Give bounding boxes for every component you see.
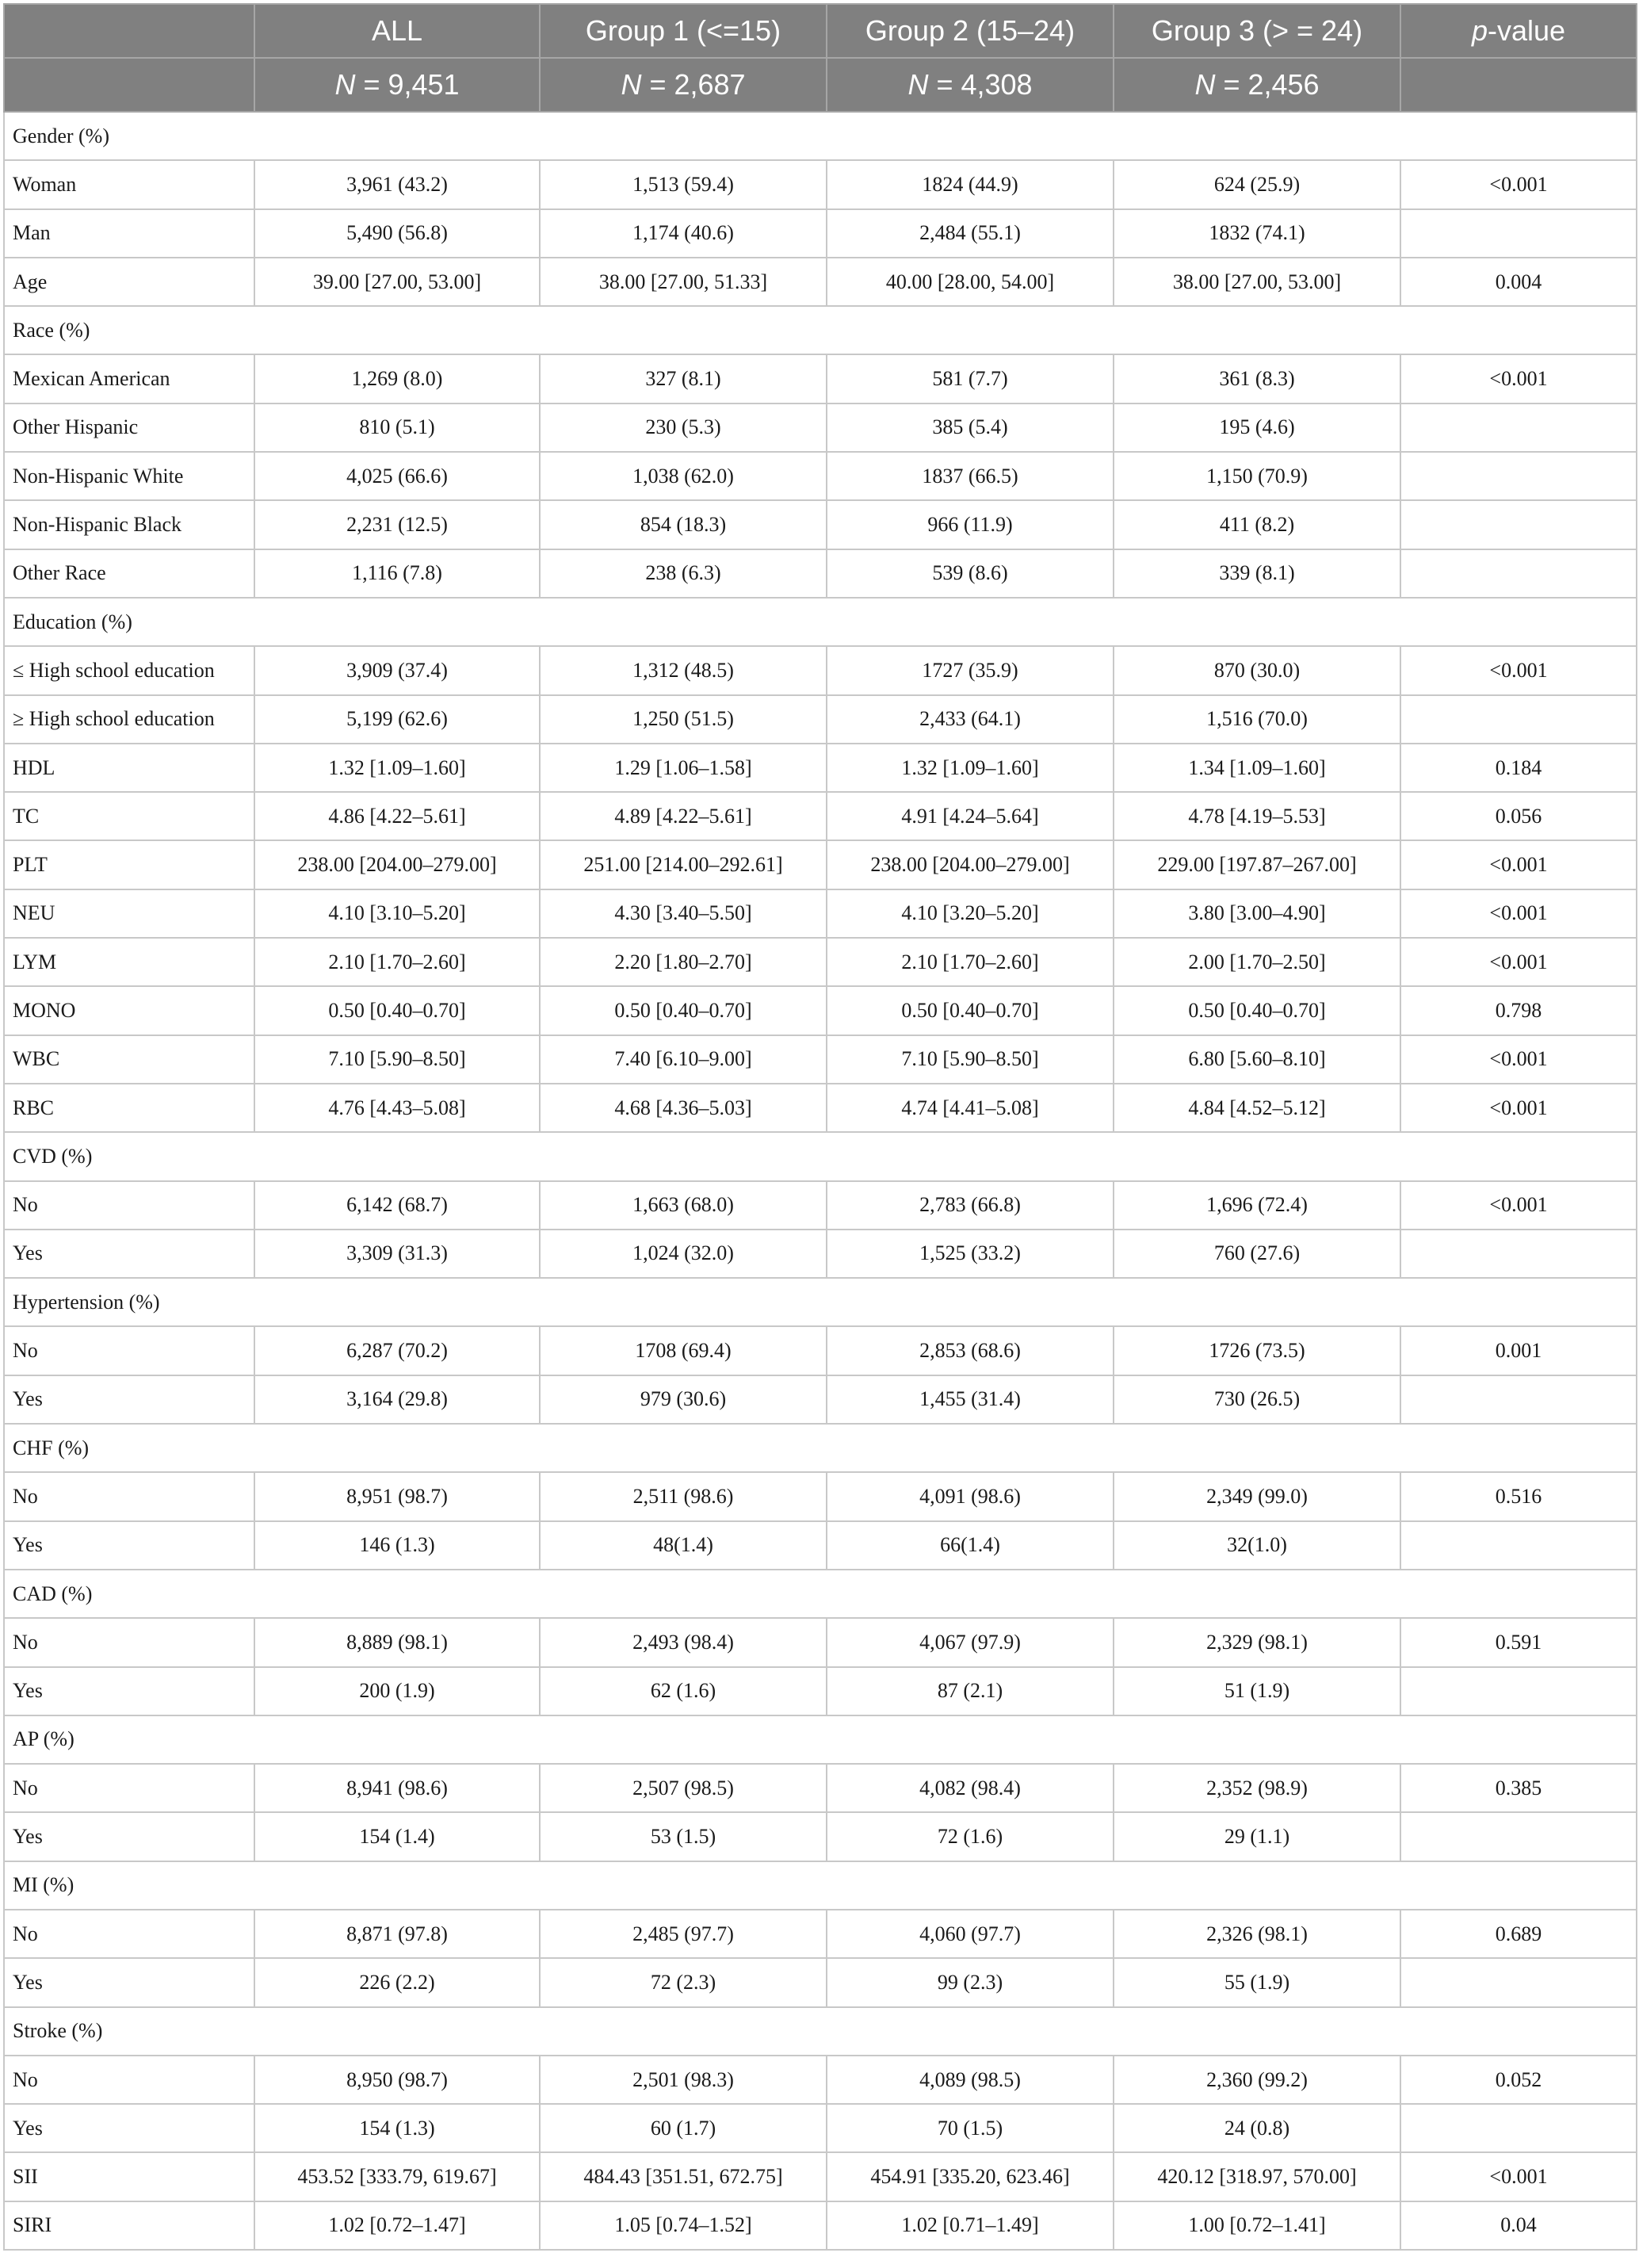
table-row [4,938,1637,986]
row-label: Yes [4,1667,254,1715]
cell-group-3: 1,696 (72.4) [1114,1181,1400,1230]
section-label: MI (%) [4,1861,1637,1910]
cell-p-value: <0.001 [1400,840,1637,889]
cell-all: 8,871 (97.8) [254,1910,540,1958]
cell-all: 200 (1.9) [254,1667,540,1715]
row-label: No [4,1326,254,1375]
cell-group-2: 4,082 (98.4) [827,1764,1114,1812]
cell-group-3: 0.50 [0.40–0.70] [1114,986,1400,1035]
cell-group-2: 1837 (66.5) [827,452,1114,500]
cell-p-value: 0.004 [1400,258,1637,306]
header-group-2: Group 2 (15–24) [827,4,1114,58]
cell-group-1: 72 (2.3) [540,1958,827,2006]
section-row [4,1132,1637,1180]
cell-group-1: 1,663 (68.0) [540,1181,827,1230]
row-label: Mexican American [4,354,254,403]
cell-p-value: 0.052 [1400,2056,1637,2104]
cell-all: 810 (5.1) [254,403,540,452]
header-n-group-1: N = 2,687 [540,58,827,112]
cell-group-1: 4.30 [3.40–5.50] [540,889,827,938]
table-row [4,744,1637,792]
cell-group-3: 624 (25.9) [1114,160,1400,208]
row-label: MONO [4,986,254,1035]
table-row [4,209,1637,258]
section-label: Gender (%) [4,112,1637,160]
table-row [4,2201,1637,2250]
cell-group-1: 4.89 [4.22–5.61] [540,792,827,840]
table-row [4,695,1637,744]
n-symbol: N [907,68,929,101]
cell-all: 7.10 [5.90–8.50] [254,1035,540,1084]
header-n-group-3: N = 2,456 [1114,58,1400,112]
cell-all: 3,909 (37.4) [254,646,540,694]
cell-group-2: 2.10 [1.70–2.60] [827,938,1114,986]
section-row [4,598,1637,646]
cell-p-value: 0.591 [1400,1618,1637,1666]
section-row [4,1570,1637,1618]
table-row [4,2104,1637,2152]
header-group-3: Group 3 (> = 24) [1114,4,1400,58]
cell-group-2: 385 (5.4) [827,403,1114,452]
row-label: PLT [4,840,254,889]
cell-p-value: <0.001 [1400,938,1637,986]
cell-group-1: 1.05 [0.74–1.52] [540,2201,827,2250]
table-row [4,1472,1637,1520]
cell-all: 1.32 [1.09–1.60] [254,744,540,792]
cell-group-2: 238.00 [204.00–279.00] [827,840,1114,889]
cell-group-2: 66(1.4) [827,1521,1114,1570]
cell-p-value [1400,452,1637,500]
row-label: NEU [4,889,254,938]
cell-group-3: 339 (8.1) [1114,549,1400,598]
cell-group-1: 4.68 [4.36–5.03] [540,1084,827,1132]
cell-group-1: 1,174 (40.6) [540,209,827,258]
cell-group-3: 1,150 (70.9) [1114,452,1400,500]
cell-group-2: 99 (2.3) [827,1958,1114,2006]
cell-all: 2,231 (12.5) [254,500,540,549]
cell-p-value [1400,1667,1637,1715]
cell-p-value: 0.184 [1400,744,1637,792]
cell-group-2: 2,484 (55.1) [827,209,1114,258]
header-p-value-text [1472,14,1565,47]
cell-all: 0.50 [0.40–0.70] [254,986,540,1035]
header-n-row [4,58,1637,112]
cell-p-value [1400,500,1637,549]
row-label: Yes [4,1230,254,1278]
section-label: Race (%) [4,306,1637,354]
section-label: Stroke (%) [4,2007,1637,2056]
cell-group-2: 7.10 [5.90–8.50] [827,1035,1114,1084]
row-label: No [4,1910,254,1958]
n-symbol: N [621,68,642,101]
table-row [4,452,1637,500]
cell-group-3: 420.12 [318.97, 570.00] [1114,2152,1400,2201]
row-label: SIRI [4,2201,254,2250]
section-row [4,1278,1637,1326]
cell-p-value [1400,2104,1637,2152]
cell-group-3: 4.84 [4.52–5.12] [1114,1084,1400,1132]
cell-group-2: 1.32 [1.09–1.60] [827,744,1114,792]
cell-group-1: 1,312 (48.5) [540,646,827,694]
row-label: Yes [4,1812,254,1861]
cell-group-2: 539 (8.6) [827,549,1114,598]
cell-group-1: 1708 (69.4) [540,1326,827,1375]
table-row [4,1910,1637,1958]
section-label: CAD (%) [4,1570,1637,1618]
cell-p-value [1400,1812,1637,1861]
cell-group-3: 195 (4.6) [1114,403,1400,452]
cell-group-2: 40.00 [28.00, 54.00] [827,258,1114,306]
cell-all: 3,309 (31.3) [254,1230,540,1278]
table-container [3,3,1636,2251]
cell-group-2: 2,853 (68.6) [827,1326,1114,1375]
table-row [4,1764,1637,1812]
table-row [4,1812,1637,1861]
n-symbol: N [1194,68,1216,101]
section-row [4,2007,1637,2056]
cell-all: 5,199 (62.6) [254,695,540,744]
section-row [4,1424,1637,1472]
cell-group-1: 7.40 [6.10–9.00] [540,1035,827,1084]
cell-group-1: 854 (18.3) [540,500,827,549]
cell-group-1: 238 (6.3) [540,549,827,598]
cell-group-2: 70 (1.5) [827,2104,1114,2152]
cell-group-1: 2,493 (98.4) [540,1618,827,1666]
cell-group-3: 29 (1.1) [1114,1812,1400,1861]
cell-all: 154 (1.3) [254,2104,540,2152]
cell-group-3: 1,516 (70.0) [1114,695,1400,744]
cell-all: 1.02 [0.72–1.47] [254,2201,540,2250]
table-row [4,549,1637,598]
row-label: Yes [4,1521,254,1570]
row-label: No [4,2056,254,2104]
cell-p-value [1400,695,1637,744]
section-label: AP (%) [4,1715,1637,1764]
cell-group-3: 32(1.0) [1114,1521,1400,1570]
cell-group-3: 2,326 (98.1) [1114,1910,1400,1958]
cell-p-value [1400,1958,1637,2006]
row-label: Other Hispanic [4,403,254,452]
cell-group-2: 1727 (35.9) [827,646,1114,694]
cell-group-3: 6.80 [5.60–8.10] [1114,1035,1400,1084]
row-label: Non-Hispanic White [4,452,254,500]
cell-p-value: 0.04 [1400,2201,1637,2250]
baseline-characteristics-table [3,3,1637,2251]
cell-group-2: 966 (11.9) [827,500,1114,549]
cell-p-value [1400,1375,1637,1424]
row-label: SII [4,2152,254,2201]
cell-p-value: <0.001 [1400,646,1637,694]
cell-group-1: 60 (1.7) [540,2104,827,2152]
cell-group-3: 229.00 [197.87–267.00] [1114,840,1400,889]
table-row [4,1618,1637,1666]
table-row [4,160,1637,208]
table-row [4,792,1637,840]
cell-group-2: 87 (2.1) [827,1667,1114,1715]
table-row [4,1375,1637,1424]
cell-all: 5,490 (56.8) [254,209,540,258]
header-n-p-blank [1400,58,1637,112]
section-row [4,1715,1637,1764]
row-label: Other Race [4,549,254,598]
cell-group-2: 454.91 [335.20, 623.46] [827,2152,1114,2201]
cell-all: 4.10 [3.10–5.20] [254,889,540,938]
cell-group-2: 2,433 (64.1) [827,695,1114,744]
cell-group-2: 4,091 (98.6) [827,1472,1114,1520]
cell-p-value [1400,1521,1637,1570]
cell-p-value [1400,1230,1637,1278]
cell-group-1: 62 (1.6) [540,1667,827,1715]
cell-group-3: 1.00 [0.72–1.41] [1114,2201,1400,2250]
cell-group-2: 2,783 (66.8) [827,1181,1114,1230]
section-label: Education (%) [4,598,1637,646]
cell-group-3: 361 (8.3) [1114,354,1400,403]
section-row [4,112,1637,160]
row-label: Yes [4,1958,254,2006]
table-row [4,403,1637,452]
cell-all: 39.00 [27.00, 53.00] [254,258,540,306]
cell-group-3: 4.78 [4.19–5.53] [1114,792,1400,840]
header-blank [4,4,254,58]
cell-p-value: 0.385 [1400,1764,1637,1812]
cell-all: 3,961 (43.2) [254,160,540,208]
cell-group-2: 4,067 (97.9) [827,1618,1114,1666]
table-row [4,646,1637,694]
table-row [4,986,1637,1035]
cell-group-3: 2.00 [1.70–2.50] [1114,938,1400,986]
cell-all: 453.52 [333.79, 619.67] [254,2152,540,2201]
header-n-blank [4,58,254,112]
cell-group-2: 4.10 [3.20–5.20] [827,889,1114,938]
cell-all: 8,951 (98.7) [254,1472,540,1520]
header-n-group-2: N = 4,308 [827,58,1114,112]
cell-group-1: 2.20 [1.80–2.70] [540,938,827,986]
cell-group-2: 4.74 [4.41–5.08] [827,1084,1114,1132]
cell-all: 8,889 (98.1) [254,1618,540,1666]
cell-group-1: 1,024 (32.0) [540,1230,827,1278]
row-label: HDL [4,744,254,792]
table-row [4,840,1637,889]
cell-group-1: 484.43 [351.51, 672.75] [540,2152,827,2201]
cell-all: 226 (2.2) [254,1958,540,2006]
cell-group-2: 72 (1.6) [827,1812,1114,1861]
cell-p-value: 0.001 [1400,1326,1637,1375]
cell-all: 4,025 (66.6) [254,452,540,500]
cell-p-value: <0.001 [1400,354,1637,403]
header-row [4,4,1637,58]
row-label: No [4,1472,254,1520]
cell-all: 4.86 [4.22–5.61] [254,792,540,840]
cell-p-value: <0.001 [1400,1181,1637,1230]
cell-all: 4.76 [4.43–5.08] [254,1084,540,1132]
table-row [4,1035,1637,1084]
cell-group-3: 1.34 [1.09–1.60] [1114,744,1400,792]
cell-group-1: 2,501 (98.3) [540,2056,827,2104]
cell-group-1: 38.00 [27.00, 51.33] [540,258,827,306]
cell-all: 154 (1.4) [254,1812,540,1861]
cell-p-value: 0.056 [1400,792,1637,840]
table-row [4,500,1637,549]
table-header [4,4,1637,112]
cell-all: 3,164 (29.8) [254,1375,540,1424]
cell-group-1: 48(1.4) [540,1521,827,1570]
cell-group-3: 3.80 [3.00–4.90] [1114,889,1400,938]
cell-all: 1,116 (7.8) [254,549,540,598]
cell-group-2: 4,089 (98.5) [827,2056,1114,2104]
cell-group-1: 327 (8.1) [540,354,827,403]
cell-group-3: 730 (26.5) [1114,1375,1400,1424]
cell-all: 146 (1.3) [254,1521,540,1570]
cell-group-1: 251.00 [214.00–292.61] [540,840,827,889]
cell-group-2: 0.50 [0.40–0.70] [827,986,1114,1035]
row-label: ≤ High school education [4,646,254,694]
cell-all: 8,941 (98.6) [254,1764,540,1812]
row-label: Yes [4,2104,254,2152]
n-symbol: N [334,68,356,101]
cell-group-1: 0.50 [0.40–0.70] [540,986,827,1035]
row-label: Non-Hispanic Black [4,500,254,549]
cell-group-1: 1.29 [1.06–1.58] [540,744,827,792]
table-row [4,1958,1637,2006]
table-row [4,1230,1637,1278]
p-symbol: p [1471,14,1488,47]
row-label: Man [4,209,254,258]
cell-p-value [1400,403,1637,452]
cell-group-2: 1,455 (31.4) [827,1375,1114,1424]
table-row [4,1181,1637,1230]
table-row [4,1326,1637,1375]
cell-all: 1,269 (8.0) [254,354,540,403]
cell-p-value: <0.001 [1400,160,1637,208]
header-group-1: Group 1 (<=15) [540,4,827,58]
cell-all: 8,950 (98.7) [254,2056,540,2104]
row-label: No [4,1764,254,1812]
cell-p-value: <0.001 [1400,2152,1637,2201]
row-label: No [4,1181,254,1230]
cell-group-2: 4,060 (97.7) [827,1910,1114,1958]
cell-p-value [1400,209,1637,258]
cell-p-value: <0.001 [1400,1035,1637,1084]
cell-group-3: 870 (30.0) [1114,646,1400,694]
cell-all: 6,142 (68.7) [254,1181,540,1230]
table-row [4,1084,1637,1132]
cell-group-3: 55 (1.9) [1114,1958,1400,2006]
cell-group-2: 4.91 [4.24–5.64] [827,792,1114,840]
cell-group-3: 1726 (73.5) [1114,1326,1400,1375]
cell-group-1: 1,513 (59.4) [540,160,827,208]
row-label: TC [4,792,254,840]
row-label: LYM [4,938,254,986]
cell-group-3: 24 (0.8) [1114,2104,1400,2152]
row-label: Age [4,258,254,306]
cell-p-value: 0.516 [1400,1472,1637,1520]
table-body [4,112,1637,2250]
cell-group-3: 38.00 [27.00, 53.00] [1114,258,1400,306]
cell-group-1: 1,250 (51.5) [540,695,827,744]
cell-group-1: 53 (1.5) [540,1812,827,1861]
section-label: Hypertension (%) [4,1278,1637,1326]
table-row [4,2152,1637,2201]
cell-group-2: 1.02 [0.71–1.49] [827,2201,1114,2250]
row-label: ≥ High school education [4,695,254,744]
table-row [4,889,1637,938]
cell-group-2: 581 (7.7) [827,354,1114,403]
table-row [4,1667,1637,1715]
cell-group-3: 411 (8.2) [1114,500,1400,549]
cell-group-1: 1,038 (62.0) [540,452,827,500]
table-row [4,354,1637,403]
cell-group-3: 2,349 (99.0) [1114,1472,1400,1520]
row-label: RBC [4,1084,254,1132]
row-label: Yes [4,1375,254,1424]
cell-all: 238.00 [204.00–279.00] [254,840,540,889]
cell-all: 2.10 [1.70–2.60] [254,938,540,986]
table-row [4,1521,1637,1570]
header-all: ALL [254,4,540,58]
cell-group-2: 1,525 (33.2) [827,1230,1114,1278]
header-n-all: N = 9,451 [254,58,540,112]
cell-p-value [1400,549,1637,598]
section-label: CHF (%) [4,1424,1637,1472]
section-row [4,306,1637,354]
table-row [4,258,1637,306]
cell-group-3: 2,352 (98.9) [1114,1764,1400,1812]
cell-p-value: 0.798 [1400,986,1637,1035]
row-label: No [4,1618,254,1666]
cell-p-value: <0.001 [1400,889,1637,938]
cell-group-1: 2,511 (98.6) [540,1472,827,1520]
cell-group-1: 979 (30.6) [540,1375,827,1424]
p-value-suffix: -value [1487,14,1566,47]
cell-group-3: 760 (27.6) [1114,1230,1400,1278]
cell-group-3: 2,360 (99.2) [1114,2056,1400,2104]
cell-group-2: 1824 (44.9) [827,160,1114,208]
cell-group-3: 1832 (74.1) [1114,209,1400,258]
cell-group-1: 2,507 (98.5) [540,1764,827,1812]
cell-all: 6,287 (70.2) [254,1326,540,1375]
section-label: CVD (%) [4,1132,1637,1180]
section-row [4,1861,1637,1910]
cell-group-1: 230 (5.3) [540,403,827,452]
cell-group-3: 51 (1.9) [1114,1667,1400,1715]
cell-group-3: 2,329 (98.1) [1114,1618,1400,1666]
header-p-value [1400,4,1637,58]
row-label: Woman [4,160,254,208]
cell-p-value: <0.001 [1400,1084,1637,1132]
cell-p-value: 0.689 [1400,1910,1637,1958]
table-row [4,2056,1637,2104]
row-label: WBC [4,1035,254,1084]
cell-group-1: 2,485 (97.7) [540,1910,827,1958]
